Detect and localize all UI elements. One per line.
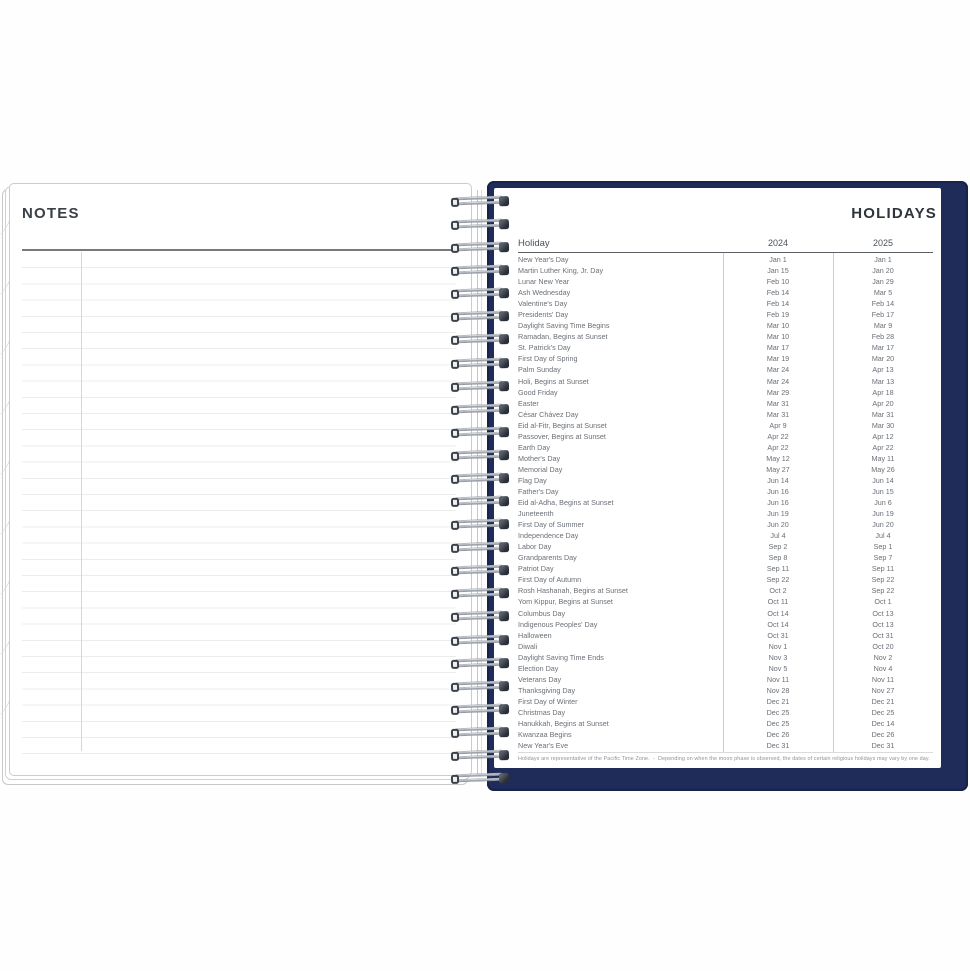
holiday-date-2025: Mar 30 — [871, 420, 895, 430]
holiday-date-2025: Jun 15 — [872, 486, 894, 496]
coil-right-cap — [499, 426, 509, 436]
holiday-date-2025: Jun 20 — [872, 520, 894, 530]
coil-right-cap — [499, 219, 509, 229]
binding-coil — [451, 610, 509, 623]
holiday-date-2024: May 27 — [766, 464, 790, 474]
holiday-table-header — [518, 238, 933, 252]
coil-left-cap — [451, 474, 459, 484]
holiday-date-2025: Sep 11 — [871, 564, 895, 574]
holiday-name: First Day of Autumn — [518, 575, 582, 585]
holiday-date-2024: Mar 31 — [766, 398, 790, 408]
holiday-date-2025: Mar 9 — [873, 321, 893, 331]
binding-coil — [451, 726, 509, 739]
holiday-row — [518, 409, 933, 420]
holiday-name: Martin Luther King, Jr. Day — [518, 266, 604, 276]
notes-ruled-lines — [22, 252, 456, 755]
binding-coil — [451, 403, 509, 416]
coil-right-cap — [499, 265, 509, 275]
binding-coil — [451, 333, 509, 346]
holiday-name: Grandparents Day — [518, 553, 577, 563]
coil-left-cap — [451, 243, 459, 253]
holiday-row — [518, 497, 933, 508]
holiday-row — [518, 619, 933, 630]
binding-coil — [451, 195, 509, 208]
holiday-name: Memorial Day — [518, 464, 563, 474]
coil-left-cap — [451, 497, 459, 507]
binding-coil — [451, 772, 509, 785]
holiday-date-2024: Mar 17 — [766, 343, 790, 353]
holiday-date-2024: Mar 24 — [766, 376, 790, 386]
holiday-row — [518, 541, 933, 552]
footnote: Holidays are representative of the Pacific Time Zone. - Depending on when the moon phase is observed, the dates of certain religious holidays may vary by one day. — [518, 756, 930, 762]
binding-coil — [451, 310, 509, 323]
column-header-2024: 2024 — [767, 238, 789, 248]
holiday-date-2024: Jan 15 — [767, 266, 789, 276]
coil-right-cap — [499, 288, 509, 298]
holiday-date-2024: Nov 28 — [766, 685, 790, 695]
holiday-date-2025: Sep 1 — [873, 542, 893, 552]
holiday-date-2024: Sep 22 — [766, 575, 790, 585]
holiday-row — [518, 364, 933, 375]
holiday-row — [518, 707, 933, 718]
holiday-date-2024: Mar 10 — [766, 332, 790, 342]
holiday-date-2024: Jul 4 — [770, 531, 786, 541]
table-header-rule — [518, 252, 933, 254]
coil-left-cap — [451, 451, 459, 461]
holiday-date-2025: Sep 22 — [871, 575, 895, 585]
holiday-row — [518, 685, 933, 696]
holiday-name: Columbus Day — [518, 608, 566, 618]
coil-right-cap — [499, 772, 509, 782]
coil-left-cap — [451, 751, 459, 761]
holiday-date-2025: Nov 11 — [871, 674, 895, 684]
holiday-date-2024: Apr 22 — [767, 442, 789, 452]
coil-left-cap — [451, 197, 459, 207]
holiday-row — [518, 729, 933, 740]
coil-left-cap — [451, 290, 459, 300]
holiday-name: Palm Sunday — [518, 365, 561, 375]
holiday-date-2024: Nov 5 — [768, 663, 788, 673]
coil-left-cap — [451, 336, 459, 346]
holiday-name: New Year's Day — [518, 255, 569, 264]
coil-right-cap — [499, 403, 509, 413]
holiday-date-2025: Feb 17 — [871, 310, 895, 320]
holiday-date-2024: Dec 25 — [766, 707, 790, 717]
holiday-row — [518, 674, 933, 685]
coil-left-cap — [451, 774, 459, 784]
holiday-date-2024: Nov 1 — [768, 641, 788, 651]
holiday-date-2025: Feb 28 — [871, 332, 895, 342]
holiday-date-2024: Dec 31 — [766, 741, 790, 751]
holiday-row — [518, 320, 933, 331]
holiday-date-2025: Apr 18 — [872, 387, 894, 397]
holiday-row — [518, 287, 933, 298]
coil-left-cap — [451, 613, 459, 623]
holiday-row — [518, 254, 933, 265]
holiday-row — [518, 353, 933, 364]
holiday-date-2024: Apr 22 — [767, 431, 789, 441]
holiday-date-2024: Jun 14 — [767, 475, 789, 485]
holiday-date-2024: Nov 11 — [766, 674, 790, 684]
holiday-row — [518, 718, 933, 729]
holiday-row — [518, 641, 933, 652]
holiday-date-2025: Oct 13 — [872, 619, 894, 629]
holiday-date-2024: Oct 11 — [767, 597, 789, 607]
holiday-name: Thanksgiving Day — [518, 685, 576, 695]
holiday-date-2024: Dec 21 — [766, 696, 790, 706]
holiday-row — [518, 585, 933, 596]
holiday-name: Easter — [518, 398, 539, 408]
holiday-row — [518, 574, 933, 585]
holiday-date-2024: Mar 19 — [766, 354, 790, 364]
holiday-date-2025: Mar 17 — [871, 343, 895, 353]
holiday-date-2025: Jun 6 — [874, 498, 892, 508]
holiday-row — [518, 740, 933, 751]
coil-right-cap — [499, 334, 509, 344]
binding-coil — [451, 264, 509, 277]
coil-left-cap — [451, 705, 459, 715]
coil-left-cap — [451, 266, 459, 276]
binding-coil — [451, 218, 509, 231]
holiday-row — [518, 608, 933, 619]
coil-left-cap — [451, 220, 459, 230]
holiday-date-2024: Jun 20 — [767, 520, 789, 530]
holiday-date-2024: Oct 14 — [767, 619, 789, 629]
holiday-date-2025: Jan 29 — [872, 277, 894, 287]
holiday-date-2025: Apr 12 — [872, 431, 894, 441]
binding-coil — [451, 703, 509, 716]
holiday-date-2025: Nov 27 — [871, 685, 895, 695]
holiday-row — [518, 331, 933, 342]
holiday-row — [518, 696, 933, 707]
holiday-date-2024: Jun 19 — [767, 509, 789, 519]
binding-coil — [451, 541, 509, 554]
binding-coil — [451, 564, 509, 577]
holiday-row — [518, 398, 933, 409]
holiday-date-2025: Apr 22 — [872, 442, 894, 452]
holiday-date-2025: Oct 1 — [874, 597, 892, 607]
holiday-name: Passover, Begins at Sunset — [518, 431, 606, 441]
holiday-date-2025: Jul 4 — [875, 531, 891, 541]
holiday-name: Daylight Saving Time Begins — [518, 321, 610, 331]
holiday-name: Father's Day — [518, 486, 559, 496]
holiday-date-2024: Sep 2 — [768, 542, 788, 552]
holiday-row — [518, 475, 933, 486]
holiday-date-2025: Oct 13 — [872, 608, 894, 618]
notes-margin-line — [81, 252, 82, 751]
coil-right-cap — [499, 472, 509, 482]
binding-coil — [451, 587, 509, 600]
holiday-date-2025: Mar 13 — [871, 376, 895, 386]
holiday-date-2024: Mar 31 — [766, 409, 790, 419]
coil-right-cap — [499, 565, 509, 575]
holiday-date-2025: May 11 — [871, 453, 895, 463]
binding-coil — [451, 287, 509, 300]
holiday-name: Christmas Day — [518, 707, 566, 717]
holiday-row — [518, 342, 933, 353]
holiday-name: Diwali — [518, 641, 538, 651]
holiday-name: Valentine's Day — [518, 299, 568, 309]
coil-left-cap — [451, 428, 459, 438]
holiday-name: Juneteenth — [518, 509, 554, 519]
binding-coil — [451, 634, 509, 647]
holiday-name: First Day of Spring — [518, 354, 578, 364]
holiday-row — [518, 265, 933, 276]
holiday-date-2025: Dec 21 — [871, 696, 895, 706]
holiday-row — [518, 563, 933, 574]
holiday-date-2024: Dec 25 — [766, 718, 790, 728]
holidays-page-title: HOLIDAYS — [851, 205, 937, 222]
holiday-date-2024: May 12 — [766, 453, 790, 463]
holiday-name: Veterans Day — [518, 674, 562, 684]
holiday-date-2024: Feb 10 — [766, 277, 790, 287]
holiday-name: Rosh Hashanah, Begins at Sunset — [518, 586, 628, 596]
coil-left-cap — [451, 359, 459, 369]
holiday-name: Indigenous Peoples' Day — [518, 619, 598, 629]
coil-left-cap — [451, 682, 459, 692]
binding-coil — [451, 657, 509, 670]
holiday-name: St. Patrick's Day — [518, 343, 571, 353]
holiday-row — [518, 387, 933, 398]
holiday-row — [518, 552, 933, 563]
holiday-name: Eid al-Adha, Begins at Sunset — [518, 498, 614, 508]
holiday-name: Daylight Saving Time Ends — [518, 652, 604, 662]
binding-coil — [451, 518, 509, 531]
coil-right-cap — [499, 680, 509, 690]
holiday-date-2024: Jun 16 — [767, 486, 789, 496]
binding-coil — [451, 495, 509, 508]
column-header-holiday: Holiday — [518, 238, 550, 249]
holiday-name: Holi, Begins at Sunset — [518, 376, 589, 386]
coil-right-cap — [499, 634, 509, 644]
holiday-row — [518, 486, 933, 497]
holiday-date-2024: Feb 14 — [766, 288, 790, 298]
holiday-date-2025: Dec 14 — [871, 718, 895, 728]
coil-right-cap — [499, 357, 509, 367]
coil-right-cap — [499, 242, 509, 252]
holiday-date-2025: Nov 2 — [873, 652, 893, 662]
holiday-date-2025: Nov 4 — [873, 663, 893, 673]
holiday-date-2024: Sep 8 — [768, 553, 788, 563]
coil-left-cap — [451, 728, 459, 738]
holiday-name: César Chávez Day — [518, 409, 579, 419]
holiday-date-2025: Mar 5 — [873, 288, 893, 298]
holiday-row — [518, 431, 933, 442]
coil-right-cap — [499, 542, 509, 552]
coil-right-cap — [499, 588, 509, 598]
coil-left-cap — [451, 659, 459, 669]
holiday-date-2024: Jan 1 — [769, 255, 787, 264]
holiday-row — [518, 519, 933, 530]
holiday-row — [518, 453, 933, 464]
holiday-name: Kwanzaa Begins — [518, 730, 572, 740]
coil-left-cap — [451, 543, 459, 553]
holiday-name: Flag Day — [518, 475, 547, 485]
coil-left-cap — [451, 567, 459, 577]
holiday-row — [518, 464, 933, 475]
binding-coil — [451, 380, 509, 393]
holiday-date-2025: Jun 14 — [872, 475, 894, 485]
binding-coil — [451, 241, 509, 254]
holiday-row — [518, 652, 933, 663]
coil-left-cap — [451, 590, 459, 600]
holiday-date-2025: Apr 13 — [872, 365, 894, 375]
coil-right-cap — [499, 749, 509, 759]
binding-coil — [451, 749, 509, 762]
holiday-name: Eid al-Fitr, Begins at Sunset — [518, 420, 607, 430]
holiday-date-2025: Dec 31 — [871, 741, 895, 751]
table-bottom-rule — [518, 752, 933, 753]
holiday-table — [518, 238, 933, 762]
holiday-date-2025: Sep 22 — [871, 586, 895, 596]
holiday-date-2024: Mar 29 — [766, 387, 790, 397]
holiday-name: Election Day — [518, 663, 559, 673]
holiday-date-2024: Nov 3 — [768, 652, 788, 662]
holiday-date-2025: Feb 14 — [871, 299, 895, 309]
holiday-date-2025: Jun 19 — [872, 509, 894, 519]
holiday-date-2024: Feb 14 — [766, 299, 790, 309]
holiday-name: Yom Kippur, Begins at Sunset — [518, 597, 613, 607]
holiday-row — [518, 298, 933, 309]
holiday-date-2025: May 26 — [871, 464, 895, 474]
holiday-name: First Day of Summer — [518, 520, 584, 530]
holiday-date-2024: Oct 2 — [769, 586, 787, 596]
binding-coil — [451, 449, 509, 462]
holiday-date-2025: Dec 25 — [871, 707, 895, 717]
coil-left-cap — [451, 382, 459, 392]
holiday-name: Patriot Day — [518, 564, 554, 574]
holiday-date-2025: Jan 20 — [872, 266, 894, 276]
holiday-date-2024: Jun 16 — [767, 498, 789, 508]
holiday-name: Ash Wednesday — [518, 288, 571, 298]
column-header-2025: 2025 — [872, 238, 894, 248]
holiday-name: Presidents' Day — [518, 310, 569, 320]
holiday-date-2024: Dec 26 — [766, 730, 790, 740]
coil-left-cap — [451, 636, 459, 646]
holiday-name: New Year's Eve — [518, 741, 569, 751]
holiday-name: Independence Day — [518, 531, 579, 541]
binding-coil — [451, 680, 509, 693]
holiday-date-2024: Sep 11 — [766, 564, 790, 574]
holiday-date-2025: Oct 31 — [872, 630, 894, 640]
column-divider-2 — [833, 253, 834, 752]
holiday-table-body — [518, 254, 933, 751]
coil-right-cap — [499, 657, 509, 667]
holiday-date-2025: Mar 20 — [871, 354, 895, 364]
holiday-name: Hanukkah, Begins at Sunset — [518, 718, 609, 728]
holiday-row — [518, 508, 933, 519]
notes-page-title: NOTES — [22, 205, 80, 222]
coil-left-cap — [451, 520, 459, 530]
coil-left-cap — [451, 405, 459, 415]
holiday-row — [518, 663, 933, 674]
holiday-row — [518, 276, 933, 287]
holiday-date-2024: Feb 19 — [766, 310, 790, 320]
holiday-date-2024: Apr 9 — [769, 420, 787, 430]
holiday-row — [518, 309, 933, 320]
holiday-date-2025: Apr 20 — [872, 398, 894, 408]
notes-header-rule — [22, 249, 456, 251]
holiday-date-2024: Oct 31 — [767, 630, 789, 640]
holiday-name: Halloween — [518, 630, 552, 640]
holiday-name: Labor Day — [518, 542, 552, 552]
coil-right-cap — [499, 311, 509, 321]
binding-coil — [451, 426, 509, 439]
holiday-row — [518, 630, 933, 641]
holiday-name: Mother's Day — [518, 453, 561, 463]
holiday-row — [518, 442, 933, 453]
holiday-name: Earth Day — [518, 442, 550, 452]
holiday-row — [518, 596, 933, 607]
coil-right-cap — [499, 496, 509, 506]
coil-right-cap — [499, 726, 509, 736]
holiday-row — [518, 376, 933, 387]
coil-right-cap — [499, 195, 509, 205]
holiday-date-2025: Oct 20 — [872, 641, 894, 651]
coil-right-cap — [499, 611, 509, 621]
binding-coil — [451, 357, 509, 370]
holiday-date-2024: Mar 24 — [766, 365, 790, 375]
coil-right-cap — [499, 380, 509, 390]
holiday-date-2025: Dec 26 — [871, 730, 895, 740]
coil-right-cap — [499, 519, 509, 529]
holiday-date-2024: Oct 14 — [767, 608, 789, 618]
spiral-binding — [451, 182, 509, 788]
holiday-date-2025: Sep 7 — [873, 553, 893, 563]
holiday-date-2025: Jan 1 — [874, 255, 892, 264]
binding-coil — [451, 472, 509, 485]
holiday-name: Ramadan, Begins at Sunset — [518, 332, 608, 342]
coil-right-cap — [499, 449, 509, 459]
holiday-row — [518, 530, 933, 541]
holiday-name: First Day of Winter — [518, 696, 578, 706]
coil-left-cap — [451, 313, 459, 323]
coil-right-cap — [499, 703, 509, 713]
holiday-date-2025: Mar 31 — [871, 409, 895, 419]
holiday-name: Good Friday — [518, 387, 558, 397]
holiday-name: Lunar New Year — [518, 277, 570, 287]
holiday-row — [518, 420, 933, 431]
column-divider-1 — [723, 253, 724, 752]
holiday-date-2024: Mar 10 — [766, 321, 790, 331]
